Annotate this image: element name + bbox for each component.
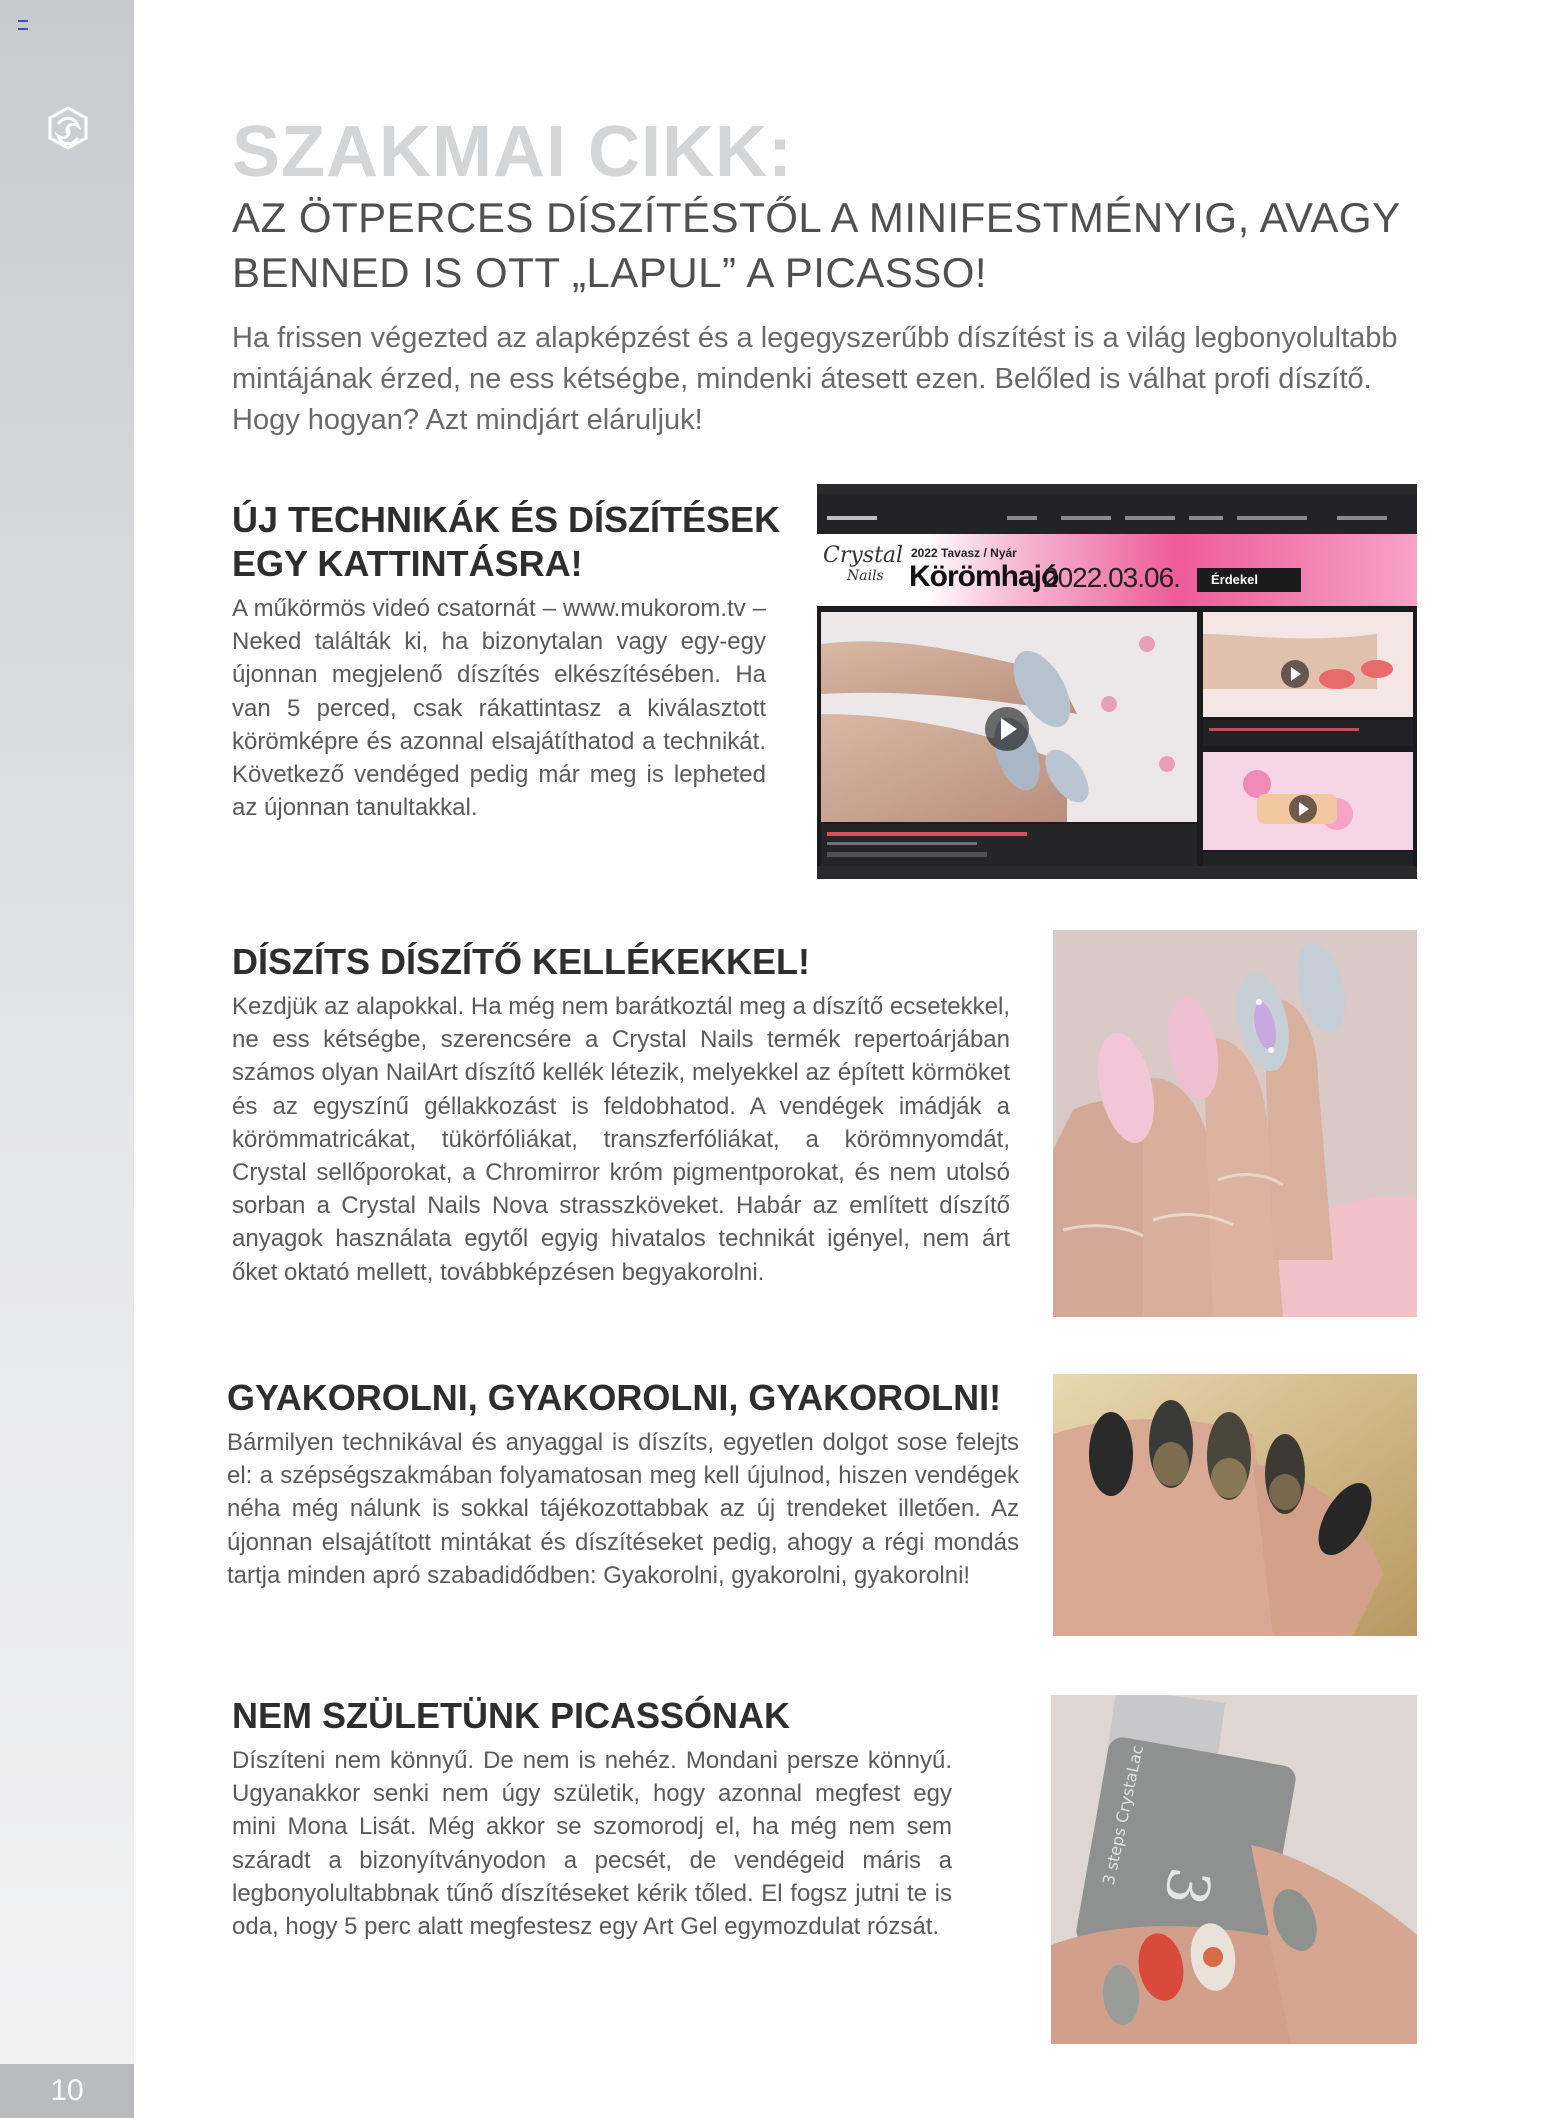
section-heading-new-techniques	[232, 498, 792, 586]
nail-black	[1089, 1412, 1133, 1496]
section-body-new-techniques: A műkörmös videó csatornát – www.mukorom.tv – Neked találták ki, ha bizonytalan vagy egy-egy újonnan megjelenő díszítés elkészítésében. Ha van 5 perced, csak rákattintasz a kiválasztott körömképre és azonnal elsajátíthatod a technikát. Következő vendéged pedig már meg is lepheted az újonnan tanultakkal.	[232, 595, 766, 822]
section-heading-practice: GYAKOROLNI, GYAKOROLNI, GYAKOROLNI!	[227, 1377, 1002, 1418]
heading-line-1: ÚJ TECHNIKÁK ÉS DÍSZÍTÉSEK	[232, 499, 781, 540]
pastel-nails-photo	[1053, 930, 1417, 1317]
article-kicker: SZAKMAI CIKK:	[232, 112, 793, 192]
section-heading-picasso: NEM SZÜLETÜNK PICASSÓNAK	[232, 1695, 791, 1736]
article-intro: Ha frissen végezted az alapképzést és a legegyszerűbb díszítést is a világ legbonyolultabb mintájának érzed, ne ess kétségbe, mindenki átesett ezen. Belőled is válhat profi díszítő. Hogy hogyan? Azt mindjárt eláruljuk!	[232, 322, 1398, 436]
headline-line-1: AZ ÖTPERCES DÍSZÍTÉSTŐL A MINIFESTMÉNYIG, AVAGY	[232, 194, 1401, 241]
section-heading-decor-accessories: DÍSZÍTS DÍSZÍTŐ KELLÉKEKKEL!	[232, 941, 811, 982]
page-number: 10	[0, 2064, 134, 2118]
mukorom-tv-screenshot	[817, 484, 1417, 879]
bottle-label-number: 3	[1150, 1862, 1225, 1911]
left-sidebar-strip	[0, 0, 134, 2118]
headline-line-2: BENNED IS OTT „LAPUL” A PICASSO!	[232, 249, 988, 296]
site-bottombar	[817, 866, 1417, 879]
banner-button[interactable]: Érdekel	[1197, 568, 1301, 592]
bottle-label-text: 3 steps CrystaLac	[1098, 1743, 1148, 1887]
banner-title: Körömhajó	[909, 560, 1059, 593]
banner-brand-sub: Nails	[847, 568, 884, 584]
section-body-decor-accessories: Kezdjük az alapokkal. Ha még nem barátkoztál meg a díszítő ecsetekkel, ne ess kétségbe, szerencsére a Crystal Nails termék repertoárjában számos olyan NailArt díszítő kellék létezik, melyekkel az épített körmöket és az egyszínű géllakkozást is feldobhatod. A vendégek imádják a körömmatricákat, tükörfóliákat, transzferfóliákat, a körömnyomdát, Crystal sellőporokat, a Chromirror króm pigmentporokat, és nem utolsó sorban a Crystal Nails Nova strasszköveket. Habár az említett díszítő anyagok használata egytől egyig hivatalos technikát igényel, nem árt őket oktató mellett, továbbképzésen begyakorolni.	[232, 993, 1010, 1286]
dark-glitter-nails-photo	[1053, 1374, 1417, 1636]
section-body-picasso: Díszíteni nem könnyű. De nem is nehéz. Mondani persze könnyű. Ugyanakkor senki nem úgy születik, hogy azonnal megfest egy mini Mona Lisát. Még akkor se szomorodj el, ha még nem sem száradt a bizonyítványodon a pecsét, de vendégeid máris a legbonyolultabbnak tűnő díszítéseket kérik tőled. El fogsz jutni te is oda, hogy 5 perc alatt megfestesz egy Art Gel egymozdulat rózsát.	[232, 1747, 952, 1941]
video-thumbnails	[817, 484, 1417, 879]
section-body-practice: Bármilyen technikával és anyaggal is díszíts, egyetlen dolgot sose felejts el: a szépségszakmában folyamatosan meg kell újulnod, hiszen vendégek néha még nálunk is sokkal tájékozottabbak az új trendeket illetően. Az újonnan elsajátított mintákat és díszítéseket pedig, ahogy a régi mondás tartja minden apró szabadidődben: Gyakorolni, gyakorolni, gyakorolni!	[227, 1429, 1019, 1589]
banner-season: 2022 Tavasz / Nyár	[911, 546, 1017, 560]
article-headline	[232, 190, 1432, 300]
banner-date: 2022.03.06.	[1043, 562, 1180, 593]
corner-mark	[18, 20, 28, 30]
banner-brand: Crystal	[823, 543, 904, 568]
heading-line-2: EGY KATTINTÁSRA!	[232, 543, 583, 584]
crystal-nails-logo-icon	[40, 104, 96, 160]
polish-bottle-nails-photo	[1051, 1695, 1417, 2044]
